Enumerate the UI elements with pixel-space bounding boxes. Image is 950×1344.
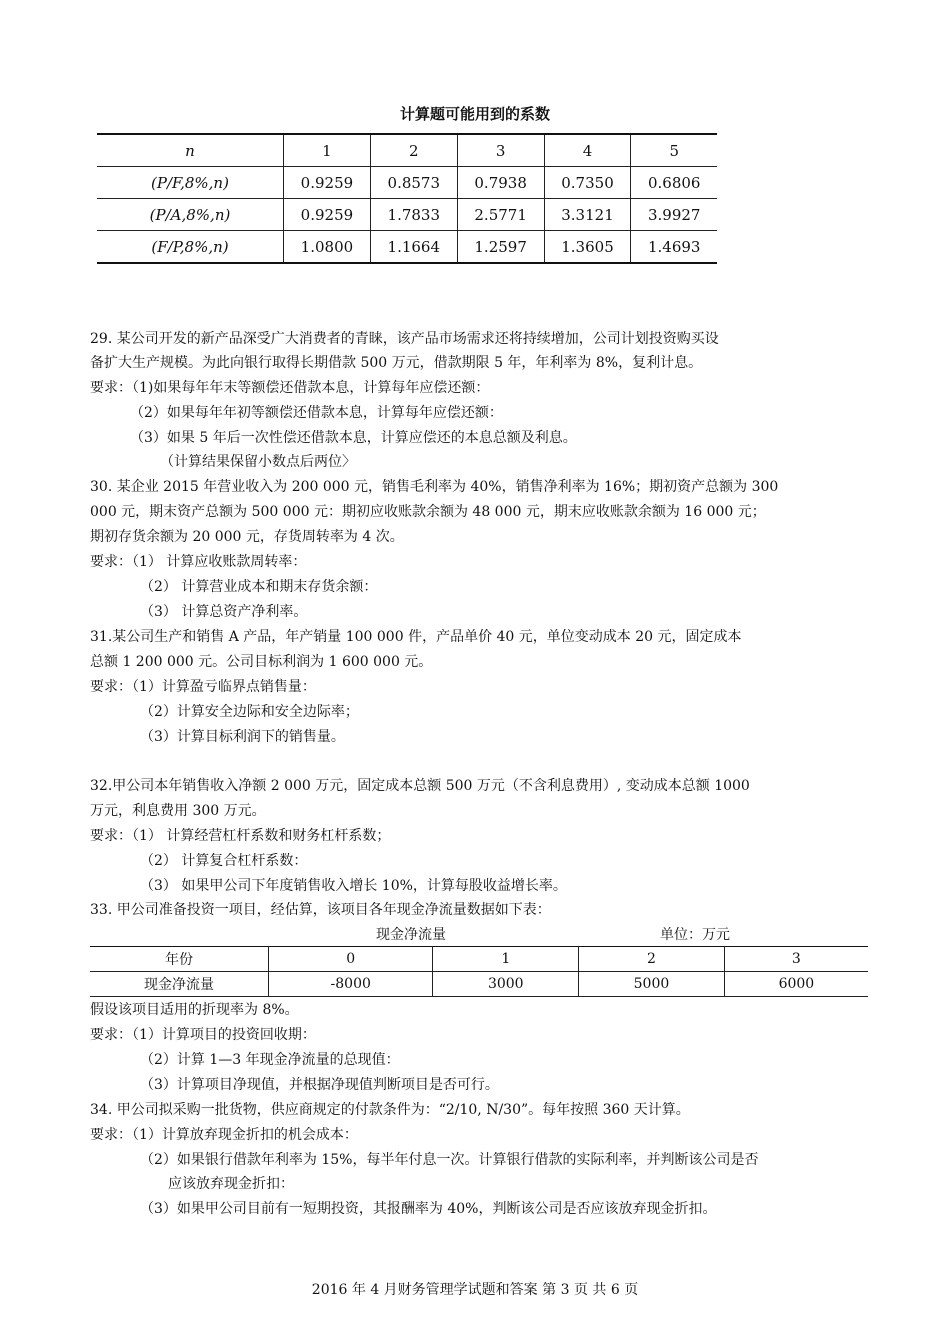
question-29-requirement: （3）如果 5 年后一次性偿还借款本息，计算应偿还的本息总额及利息。	[130, 430, 577, 446]
question-32-requirement: （3） 如果甲公司下年度销售收入增长 10%，计算每股收益增长率。	[140, 878, 567, 894]
table-cell: 1	[433, 947, 579, 972]
question-29-text: 备扩大生产规模。为此向银行取得长期借款 500 万元，借款期限 5 年，年利率为 8%，复利计息。	[90, 355, 703, 371]
table-cell: 1.4693	[631, 231, 717, 264]
table-row	[97, 199, 717, 231]
question-31-text: 31.某公司生产和销售 A 产品，年产销量 100 000 件，产品单价 40 元，单位变动成本 20 元，固定成本	[90, 629, 742, 645]
table-cell: 2	[370, 134, 457, 167]
question-31-requirement: （2）计算安全边际和安全边际率；	[140, 704, 359, 720]
table-row	[90, 972, 868, 997]
question-29-requirement: 要求：（1)如果每年年末等额偿还借款本息，计算每年应偿还额：	[90, 380, 490, 396]
table-cell: 3000	[433, 972, 579, 997]
table-cell: 1.2597	[457, 231, 544, 264]
table-cell: 0.6806	[631, 167, 717, 199]
question-30-requirement: （2） 计算营业成本和期末存货余额：	[140, 579, 378, 595]
table-cell: 0	[269, 947, 433, 972]
table-cell: 现金净流量	[90, 972, 269, 997]
table-cell: 3.9927	[631, 199, 717, 231]
question-33-text: 假设该项目适用的折现率为 8%。	[90, 1002, 299, 1018]
coefficient-table	[97, 133, 717, 264]
table-cell: 0.9259	[284, 199, 371, 231]
table-cell: 3.3121	[544, 199, 631, 231]
table-row	[97, 167, 717, 199]
table-cell: 6000	[724, 972, 868, 997]
question-33-requirement: 要求：（1）计算项目的投资回收期：	[90, 1027, 316, 1043]
question-33-requirement: （3）计算项目净现值，并根据净现值判断项目是否可行。	[140, 1077, 499, 1093]
question-30-text: 30. 某企业 2015 年营业收入为 200 000 元，销售毛利率为 40%，销售净利率为 16%；期初资产总额为 300	[90, 479, 779, 495]
question-34-requirement: 应该放弃现金折扣：	[168, 1176, 294, 1192]
coef-table-title: 计算题可能用到的系数	[399, 105, 550, 123]
table-cell: 4	[544, 134, 631, 167]
table-cell: 0.7938	[457, 167, 544, 199]
question-31-text: 总额 1 200 000 元。公司目标利润为 1 600 000 元。	[90, 654, 433, 670]
question-33-text: 33. 甲公司准备投资一项目，经估算，该项目各年现金净流量数据如下表：	[90, 902, 551, 918]
page-footer: 2016 年 4 月财务管理学试题和答案 第 3 页 共 6 页	[311, 1282, 639, 1298]
table-header-row	[97, 134, 717, 167]
question-31-requirement: （3）计算目标利润下的销售量。	[140, 729, 345, 745]
table-cell: 1.7833	[370, 199, 457, 231]
question-31-requirement: 要求：（1）计算盈亏临界点销售量：	[90, 679, 316, 695]
table-cell: (F/P,8%,n)	[97, 231, 284, 264]
table-cell: 0.9259	[284, 167, 371, 199]
table-cell: 1.1664	[370, 231, 457, 264]
cashflow-table	[90, 946, 868, 997]
question-30-requirement: （3） 计算总资产净利率。	[140, 604, 308, 620]
cashflow-table-unit: 单位：万元	[660, 927, 730, 943]
question-30-text: 000 元，期末资产总额为 500 000 元：期初应收账款余额为 48 000 元，期末应收账款余额为 16 000 元；	[90, 504, 766, 520]
table-cell: 1	[284, 134, 371, 167]
table-cell: 1.3605	[544, 231, 631, 264]
table-cell: 5000	[579, 972, 725, 997]
table-cell: 3	[457, 134, 544, 167]
table-header-row	[90, 947, 868, 972]
question-34-requirement: （3）如果甲公司目前有一短期投资，其报酬率为 40%，判断该公司是否应该放弃现金折扣。	[140, 1201, 717, 1217]
table-cell: 1.0800	[284, 231, 371, 264]
table-cell: 2.5771	[457, 199, 544, 231]
table-cell: 0.7350	[544, 167, 631, 199]
cashflow-table-title: 现金净流量	[376, 927, 446, 943]
table-cell: 0.8573	[370, 167, 457, 199]
question-33-requirement: （2）计算 1—3 年现金净流量的总现值：	[140, 1052, 400, 1068]
table-cell: 3	[724, 947, 868, 972]
question-32-requirement: 要求：（1） 计算经营杠杆系数和财务杠杆系数；	[90, 828, 391, 844]
question-34-text: 34. 甲公司拟采购一批货物，供应商规定的付款条件为：“2/10, N/30”。每年按照 360 天计算。	[90, 1102, 690, 1118]
question-32-requirement: （2） 计算复合杠杆系数：	[140, 853, 308, 869]
question-32-text: 32.甲公司本年销售收入净额 2 000 万元，固定成本总额 500 万元（不含利息费用）, 变动成本总额 1000	[90, 778, 750, 794]
question-30-text: 期初存货余额为 20 000 元，存货周转率为 4 次。	[90, 529, 404, 545]
table-row	[97, 231, 717, 264]
question-34-requirement: 要求：（1）计算放弃现金折扣的机会成本：	[90, 1127, 358, 1143]
question-29-note: （计算结果保留小数点后两位〉	[160, 454, 356, 470]
table-cell: (P/F,8%,n)	[97, 167, 284, 199]
table-cell: 年份	[90, 947, 269, 972]
question-29-requirement: （2）如果每年年初等额偿还借款本息，计算每年应偿还额：	[130, 405, 503, 421]
table-cell: -8000	[269, 972, 433, 997]
table-cell: (P/A,8%,n)	[97, 199, 284, 231]
question-34-requirement: （2）如果银行借款年利率为 15%，每半年付息一次。计算银行借款的实际利率，并判断该公司是否	[140, 1152, 759, 1168]
question-29-text: 29. 某公司开发的新产品深受广大消费者的青睐，该产品市场需求还将持续增加，公司计划投资购买设	[90, 331, 719, 347]
table-cell: 2	[579, 947, 725, 972]
table-cell: 5	[631, 134, 717, 167]
question-30-requirement: 要求：（1） 计算应收账款周转率：	[90, 554, 307, 570]
table-cell: n	[97, 134, 284, 167]
question-32-text: 万元，利息费用 300 万元。	[90, 803, 266, 819]
